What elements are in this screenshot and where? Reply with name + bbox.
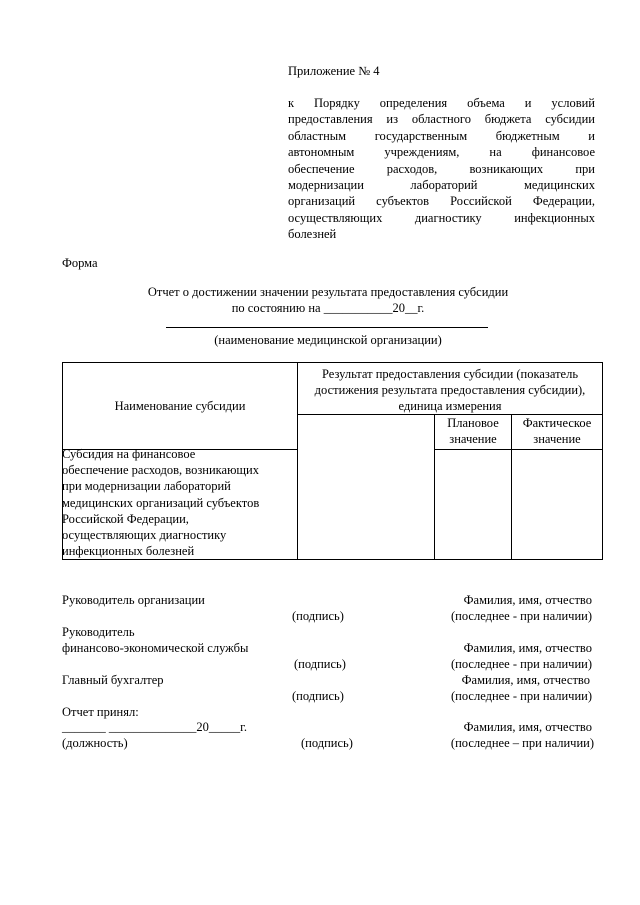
appendix-line: областным государственным бюджетным и [288,128,595,143]
sig-accepted-date-line: _______ ______________20_____г. [62,720,247,734]
appendix-line: болезней [288,227,337,242]
appendix-line: обеспечение расходов, возникающих при [288,161,595,176]
subsidy-name-line: обеспечение расходов, возникающих [62,463,259,478]
appendix-title: Приложение № 4 [288,64,380,78]
actual-value-cell [512,450,603,560]
sig-accountant-patronymic-note: (последнее - при наличии) [451,689,592,703]
sig-accepted-signature-caption: (подпись) [301,736,353,750]
sig-accepted-position-caption: (должность) [62,736,128,750]
sig-head-patronymic-note: (последнее - при наличии) [451,609,592,623]
appendix-line: осуществляющих диагностику инфекционных [288,210,595,225]
sig-finance-fullname: Фамилия, имя, отчество [463,641,592,655]
sig-finance-patronymic-note: (последнее - при наличии) [451,657,592,671]
appendix-line: организаций субъектов Российской Федерации, [288,194,595,209]
sig-accepted-label: Отчет принял: [62,705,139,719]
planned-value-cell [435,450,512,560]
subsidy-name-text [62,446,294,559]
sig-finance-label-1: Руководитель [62,625,135,639]
form-label: Форма [62,256,98,270]
appendix-line: модернизации лабораторий медицинских [288,178,595,193]
report-as-of-date: по состоянию на ___________20__г. [231,301,425,315]
sig-accountant-fullname: Фамилия, имя, отчество [461,673,590,687]
appendix-line: автономным учреждениям, на финансовое [288,145,595,160]
org-name-line [166,327,488,328]
sig-accepted-fullname: Фамилия, имя, отчество [463,720,592,734]
sig-accountant-signature-caption: (подпись) [292,689,344,703]
sig-finance-label-2: финансово-экономической службы [62,641,249,655]
subsidy-name-line: осуществляющих диагностику [62,528,227,543]
sig-accepted-patronymic-note: (последнее – при наличии) [450,736,594,750]
org-name-caption: (наименование медицинской организации) [214,333,442,347]
appendix-line: предоставления из областного бюджета субсидии [288,112,595,127]
col-header-result: Результат предоставления субсидии (показатель достижения результата предоставления субсидии), единица измерения [298,363,603,415]
col-header-subsidy-name: Наименование субсидии [63,363,298,450]
report-title: Отчет о достижении значении результата предоставления субсидии [147,285,509,299]
appendix-reference [288,95,595,243]
sig-head-fullname: Фамилия, имя, отчество [463,593,592,607]
col-header-actual: Фактическое значение [512,415,603,450]
sig-head-signature-caption: (подпись) [292,609,344,623]
subsidy-name-line: Российской Федерации, [62,511,189,526]
sig-head-label: Руководитель организации [62,593,205,607]
result-value-cell [298,415,435,560]
col-header-planned: Плановое значение [435,415,512,450]
sig-finance-signature-caption: (подпись) [294,657,346,671]
appendix-line: к Порядку определения объема и условий [288,96,595,110]
sig-accountant-label: Главный бухгалтер [62,673,164,687]
subsidy-name-line: инфекционных болезней [62,544,195,559]
subsidy-name-line: медицинских организаций субъектов [62,495,260,510]
subsidy-name-line: Субсидия на финансовое [62,447,196,461]
subsidy-name-line: при модернизации лабораторий [62,479,231,494]
